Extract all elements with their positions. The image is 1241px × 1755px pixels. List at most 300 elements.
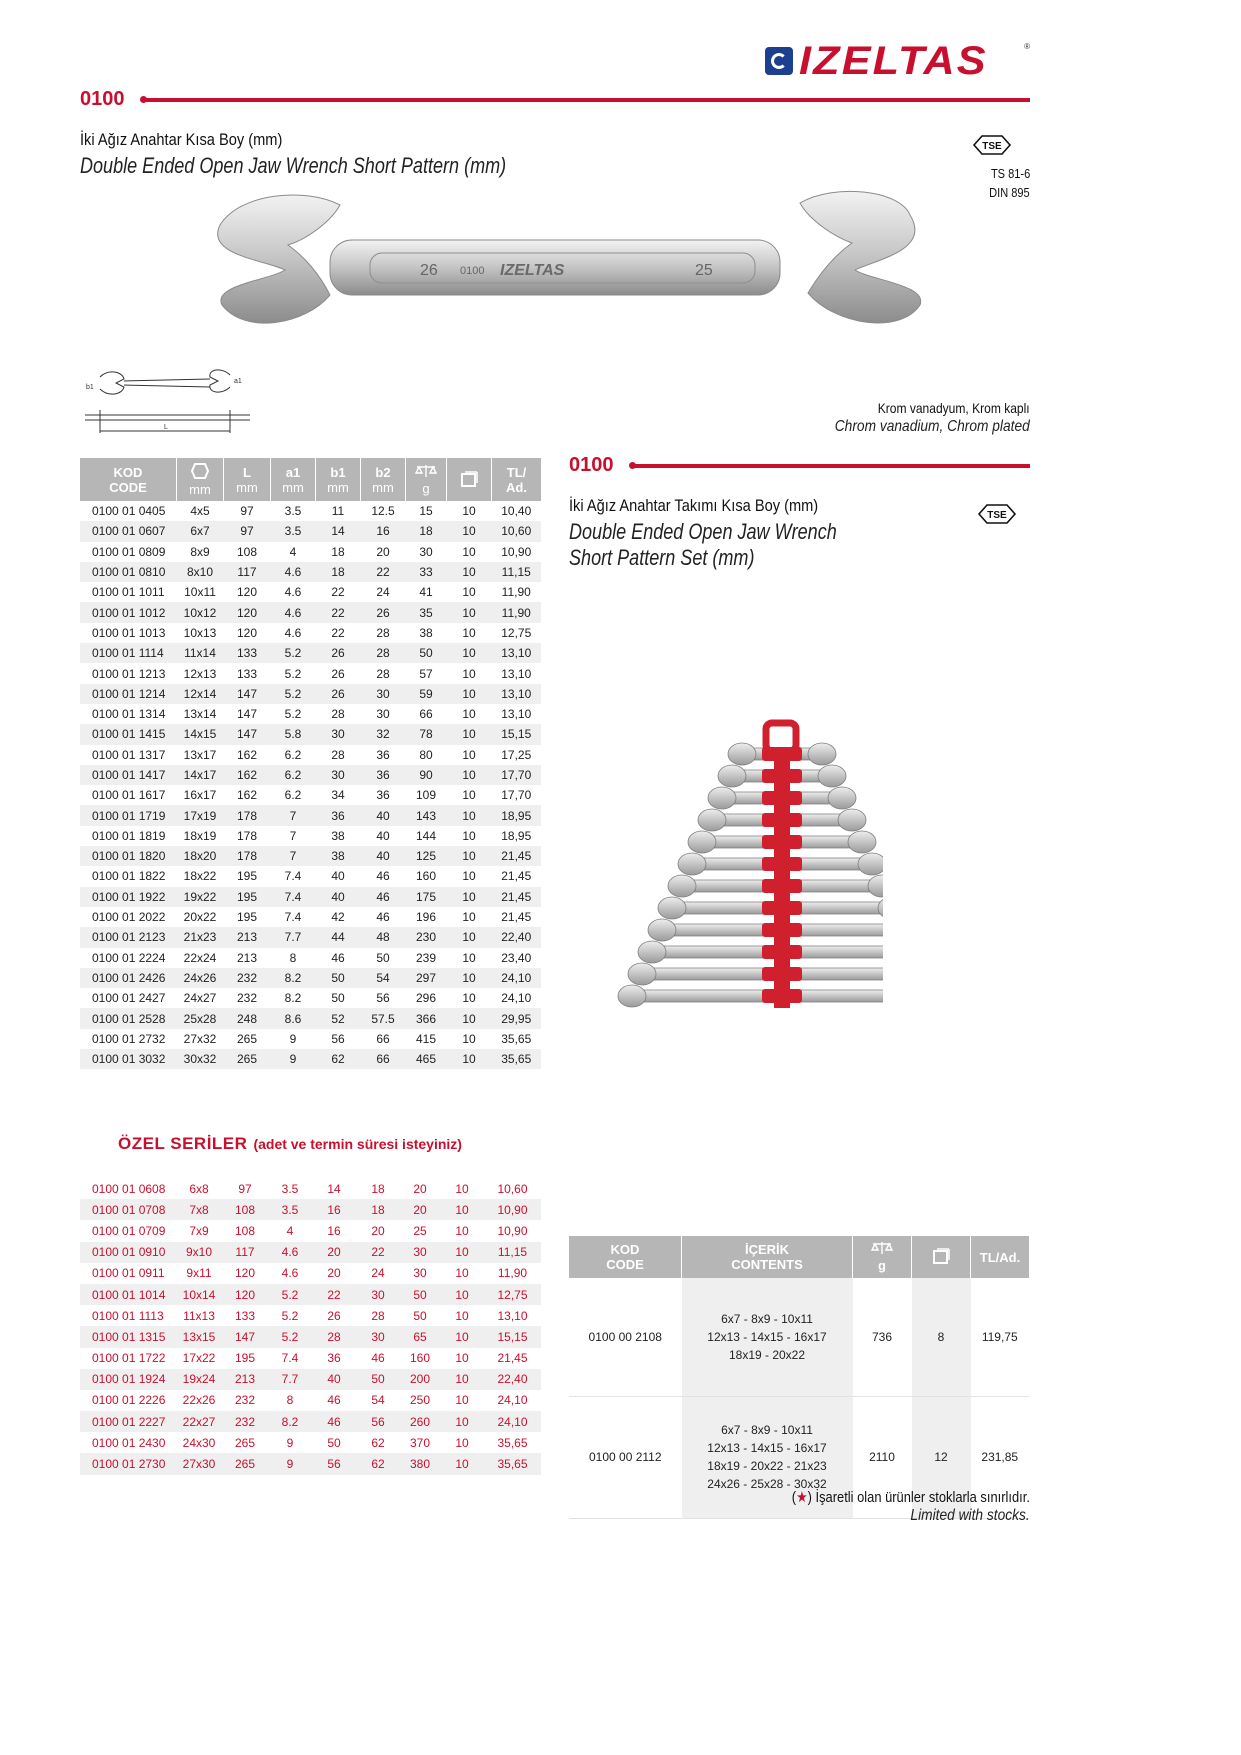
table-cell: 56 [376,991,390,1006]
table-cell: 415 [415,1031,437,1046]
table-cell: 10 [455,1435,469,1450]
table-cell: 10,60 [497,1181,528,1196]
table-cell: 18,95 [501,828,532,843]
spec-table-body [80,501,541,1069]
table-cell: 16 [361,521,406,541]
table-cell: 0100 01 0910 [80,1242,176,1263]
table-row [80,826,541,846]
table-cell: 5.2 [281,1308,299,1323]
set-wrench-head [848,831,876,853]
table-cell: 232 [236,991,258,1006]
table-cell: 0100 01 1014 [80,1284,176,1305]
table-cell: 36 [376,747,390,762]
section1-rule [146,98,1030,102]
table-cell: 13,10 [492,684,542,704]
table-cell: 0100 01 1819 [92,828,166,843]
table-cell: 10 [455,1181,469,1196]
svg-text:25: 25 [695,262,713,279]
table-cell: 21x23 [177,927,224,947]
table-cell: 30 [356,1284,400,1305]
table-cell: 40 [312,1369,356,1390]
table-cell: 11,15 [492,562,542,582]
table-cell: 147 [224,724,271,744]
contents-line: 18x19 - 20x22 - 21x23 [707,1459,827,1473]
table-row [80,1453,541,1474]
col-header-code: KOD CODE [80,458,177,501]
table-row [80,1220,541,1241]
table-cell: 6.2 [271,765,316,785]
table-cell: 35 [406,602,447,622]
table-cell: 143 [406,805,447,825]
table-cell: 27x32 [183,1031,217,1046]
set-wrench-head [638,941,666,963]
set-code-cell: 0100 00 2112 [569,1396,682,1518]
table-cell: 13,10 [492,643,542,663]
table-cell: 24 [371,1266,385,1281]
table-cell: 59 [406,684,447,704]
table-cell: 10 [440,1199,484,1220]
table-cell: 195 [224,887,271,907]
table-row [80,846,541,866]
table-row [80,1305,541,1326]
table-cell: 21,45 [492,846,542,866]
table-cell: 162 [224,765,271,785]
table-row [80,765,541,785]
tse-certification-icon [977,503,1017,525]
table-cell: 7 [271,805,316,825]
table-cell: 9x10 [176,1242,222,1263]
table-row [80,542,541,562]
table-row [80,684,541,704]
set-qty-cell: 12 [912,1396,971,1518]
table-cell: 50 [356,1369,400,1390]
table-cell: 10 [440,1369,484,1390]
set-table-body [569,1278,1029,1518]
set-wrench-shape [632,990,883,1002]
table-cell: 11 [331,504,345,519]
table-cell: 232 [224,968,271,988]
table-cell: 160 [415,869,437,884]
table-cell: 213 [236,950,258,965]
table-cell: 10 [462,910,476,925]
set-qty-cell: 8 [912,1278,971,1396]
table-cell: 30 [413,1266,427,1281]
table-row [80,785,541,805]
table-cell: 12x13 [183,666,217,681]
table-cell: 36 [376,788,390,803]
table-cell: 24 [376,585,390,600]
table-cell: 5.2 [268,1326,312,1347]
table-cell: 38 [316,846,361,866]
set-wrench-head [818,765,846,787]
table-row [80,1049,541,1069]
table-cell: 28 [371,1308,385,1323]
table-cell: 4.6 [284,625,302,640]
table-cell: 0100 01 0405 [92,504,166,519]
table-cell: 133 [236,666,258,681]
table-cell: 54 [371,1393,385,1408]
table-cell: 10 [447,846,492,866]
table-cell: 62 [371,1435,385,1450]
table-cell: 80 [419,747,433,762]
table-cell: 40 [361,805,406,825]
table-cell: 30 [316,765,361,785]
table-cell: 26 [327,1308,341,1323]
table-cell: 35,65 [497,1435,528,1450]
table-cell: 380 [400,1453,440,1474]
table-cell: 10x13 [183,625,217,640]
table-cell: 10 [447,1049,492,1069]
table-cell: 0100 01 1315 [80,1326,176,1347]
table-row [80,866,541,886]
table-cell: 10,40 [501,504,532,519]
table-cell: 50 [406,643,447,663]
spec-table-header-row [80,458,541,501]
table-cell: 36 [327,1351,341,1366]
table-cell: 5.2 [284,666,302,681]
table-cell: 20x22 [183,910,217,925]
table-cell: 20 [400,1199,440,1220]
table-cell: 20 [371,1223,385,1238]
table-cell: 10 [462,504,476,519]
table-cell: 465 [406,1049,447,1069]
contents-line: 6x7 - 8x9 - 10x11 [721,1311,813,1326]
set-wrench-head [828,787,856,809]
table-row [80,521,541,541]
table-cell: 6.2 [284,788,302,803]
table-cell: 22,40 [484,1369,541,1390]
table-row [80,562,541,582]
table-cell: 144 [415,828,437,843]
table-cell: 3.5 [284,504,302,519]
table-row [80,1008,541,1028]
footnote-en: Limited with stocks. [910,1507,1030,1524]
table-cell: 97 [238,1181,252,1196]
table-cell: 248 [224,1008,271,1028]
section2-code: 0100 [569,454,614,476]
table-cell: 0100 01 1317 [92,747,166,762]
set-table-row [569,1278,1029,1396]
table-cell: 0100 01 2022 [92,910,166,925]
table-row [80,968,541,988]
table-cell: 7.4 [281,1351,299,1366]
table-cell: 13,10 [497,1308,528,1323]
table-cell: 265 [236,1031,258,1046]
set-wrench-head [728,743,756,765]
table-cell: 0100 01 2224 [92,950,166,965]
table-cell: 0100 01 1719 [80,805,177,825]
table-cell: 0100 01 1924 [80,1369,176,1390]
table-cell: 9 [271,1049,316,1069]
table-cell: 66 [419,707,433,722]
table-cell: 10 [462,544,476,559]
table-cell: 90 [406,765,447,785]
table-cell: 10,60 [492,521,542,541]
table-cell: 10 [447,562,492,582]
table-cell: 3.5 [271,521,316,541]
svg-text:26: 26 [420,262,438,279]
table-cell: 178 [224,846,271,866]
table-cell: 120 [224,602,271,622]
table-cell: 10 [447,1008,492,1028]
table-cell: 147 [236,707,258,722]
table-cell: 260 [400,1411,440,1432]
table-cell: 213 [224,927,271,947]
table-cell: 10 [447,887,492,907]
table-cell: 7.4 [271,887,316,907]
set-col-header-price: TL/Ad. [971,1236,1030,1278]
table-cell: 162 [236,747,258,762]
table-cell: 10 [462,1031,476,1046]
special-series-heading [118,1134,462,1154]
table-cell: 7.7 [271,927,316,947]
table-cell: 0100 01 1722 [92,1351,166,1366]
table-cell: 195 [234,1351,256,1366]
table-cell: 35,65 [492,1049,542,1069]
table-cell: 30x32 [177,1049,224,1069]
table-cell: 13x17 [183,747,217,762]
table-cell: 25 [413,1223,427,1238]
table-row [80,1369,541,1390]
table-cell: 10 [447,521,492,541]
table-cell: 54 [361,968,406,988]
section1-title-en: Double Ended Open Jaw Wrench Short Pattern (mm) [80,153,507,178]
table-cell: 50 [376,950,390,965]
table-row [80,501,541,521]
table-cell: 10 [455,1393,469,1408]
col-header-weight: g [406,458,447,501]
table-row [80,948,541,968]
table-cell: 28 [376,666,390,681]
set-wrench-head [618,985,646,1007]
table-cell: 4 [289,544,297,559]
table-cell: 232 [234,1393,256,1408]
contents-line: 12x13 - 14x15 - 16x17 [707,1329,827,1344]
table-cell: 26 [361,602,406,622]
table-cell: 32 [361,724,406,744]
table-cell: 50 [413,1308,427,1323]
table-row [80,1242,541,1263]
table-cell: 10 [455,1266,469,1281]
table-cell: 28 [331,747,345,762]
table-cell: 147 [224,684,271,704]
table-cell: 11x14 [177,643,224,663]
table-cell: 18 [371,1181,385,1196]
table-cell: 34 [331,788,345,803]
set-wrench-head [708,787,736,809]
table-cell: 5.8 [271,724,316,744]
section2-title-tr: İki Ağız Anahtar Takımı Kısa Boy (mm) [569,496,819,515]
table-cell: 0100 01 0810 [80,562,177,582]
table-cell: 24,10 [492,968,542,988]
star-icon: ★ [796,1489,808,1506]
table-cell: 22 [312,1284,356,1305]
table-row [80,805,541,825]
table-cell: 230 [406,927,447,947]
table-cell: 0100 01 0911 [92,1266,165,1281]
table-row [80,1263,541,1284]
table-row [80,663,541,683]
table-cell: 17,70 [492,765,542,785]
table-cell: 24x26 [177,968,224,988]
table-cell: 232 [222,1411,268,1432]
special-series-title: ÖZEL SERİLER [118,1134,248,1153]
table-cell: 22x27 [176,1411,222,1432]
table-cell: 250 [409,1393,431,1408]
table-cell: 108 [234,1223,256,1238]
table-cell: 117 [222,1242,268,1263]
table-cell: 28 [312,1326,356,1347]
table-cell: 0100 01 1214 [80,684,177,704]
table-cell: 10,90 [497,1223,528,1238]
table-cell: 0100 01 1822 [92,869,166,884]
table-cell: 10 [462,991,476,1006]
table-cell: 12,75 [484,1284,541,1305]
table-cell: 10 [455,1308,469,1323]
table-cell: 4.6 [284,585,302,600]
table-cell: 10 [462,869,476,884]
table-row [80,704,541,724]
material-en: Chrom vanadium, Chrom plated [834,418,1030,435]
table-cell: 42 [331,910,345,925]
set-col-header-code: KOD CODE [569,1236,682,1278]
table-cell: 38 [419,625,433,640]
table-cell: 4x5 [190,504,210,519]
table-cell: 15 [419,504,433,519]
table-cell: 12,75 [501,625,532,640]
contents-line: 18x19 - 20x22 [728,1347,806,1362]
table-cell: 296 [415,991,437,1006]
set-table-header-row [569,1236,1029,1278]
svg-text:L: L [164,424,168,431]
col-header-b2: b2 mm [361,458,406,501]
table-row [80,1411,541,1432]
table-cell: 18x22 [183,869,217,884]
table-cell: 18 [406,521,447,541]
table-row [80,927,541,947]
table-cell: 4 [286,1223,294,1238]
table-cell: 297 [406,968,447,988]
table-cell: 0100 01 1820 [80,846,177,866]
section1-title-tr: İki Ağız Anahtar Kısa Boy (mm) [80,130,283,149]
set-weight-cell: 2110 [853,1396,912,1518]
table-cell: 22 [361,562,406,582]
table-cell: 160 [409,1351,431,1366]
svg-text:b1: b1 [86,384,94,391]
table-cell: 22 [331,585,345,600]
table-cell: 0100 01 0708 [80,1199,176,1220]
box-icon [932,1248,950,1264]
table-cell: 0100 01 0809 [92,544,166,559]
table-cell: 0100 01 2430 [92,1435,166,1450]
tse-certification-icon [972,134,1012,156]
table-cell: 16 [312,1199,356,1220]
table-cell: 10 [462,950,476,965]
table-cell: 16 [327,1223,341,1238]
set-wrench-head [838,809,866,831]
table-cell: 175 [406,887,447,907]
table-cell: 0100 01 2528 [80,1008,177,1028]
material-tr: Krom vanadyum, Krom kaplı [878,400,1030,416]
table-cell: 15,15 [492,724,542,744]
table-cell: 0100 01 2730 [80,1453,176,1474]
technical-drawing [80,365,255,437]
table-cell: 18x19 [183,828,217,843]
table-cell: 78 [406,724,447,744]
table-cell: 3.5 [281,1181,299,1196]
table-cell: 10 [462,788,476,803]
table-cell: 56 [356,1411,400,1432]
col-header-size: mm [177,458,224,501]
table-cell: 120 [234,1266,256,1281]
table-cell: 13,10 [501,666,532,681]
table-cell: 36 [316,805,361,825]
table-cell: 57.5 [361,1008,406,1028]
table-cell: 4.6 [268,1242,312,1263]
table-cell: 44 [316,927,361,947]
table-cell: 0100 01 2226 [92,1393,166,1408]
special-series-table [80,1178,541,1475]
table-cell: 0100 01 1417 [80,765,177,785]
table-cell: 7.7 [268,1369,312,1390]
table-cell: 26 [316,643,361,663]
table-cell: 56 [312,1453,356,1474]
set-col-header-weight: g [853,1236,912,1278]
section1-code: 0100 [80,88,125,110]
table-cell: 30 [361,684,406,704]
table-cell: 41 [419,585,433,600]
table-cell: 265 [222,1453,268,1474]
col-header-pack [447,458,492,501]
table-cell: 10 [462,585,476,600]
table-cell: 21,45 [497,1351,528,1366]
table-cell: 17,25 [501,747,532,762]
table-cell: 200 [400,1369,440,1390]
standard-ts: TS 81-6 [990,166,1030,181]
table-cell: 22x26 [182,1393,216,1408]
table-cell: 46 [371,1351,385,1366]
set-contents-cell [682,1278,853,1396]
table-cell: 13,10 [501,707,532,722]
set-code-cell: 0100 00 2108 [569,1278,682,1396]
table-cell: 40 [331,869,345,884]
set-price-cell: 231,85 [971,1396,1030,1518]
table-cell: 46 [331,950,345,965]
table-cell: 14x17 [177,765,224,785]
table-cell: 10 [455,1223,469,1238]
table-cell: 97 [224,521,271,541]
table-row [80,1178,541,1199]
table-row [80,988,541,1008]
table-row [80,1390,541,1411]
set-wrench-head [668,875,696,897]
table-cell: 109 [415,788,437,803]
table-cell: 0100 01 1113 [92,1308,164,1323]
table-cell: 18x20 [177,846,224,866]
table-cell: 56 [331,1031,345,1046]
contents-line: 24x26 - 25x28 - 30x32 [707,1477,827,1491]
table-cell: 8.2 [284,991,302,1006]
table-cell: 11,90 [497,1266,528,1281]
table-cell: 10,90 [501,544,532,559]
table-cell: 265 [224,1049,271,1069]
table-cell: 65 [400,1326,440,1347]
table-cell: 22 [331,625,345,640]
col-header-price: TL/ Ad. [492,458,542,501]
set-wrench-head [808,743,836,765]
table-cell: 0100 01 2732 [92,1031,166,1046]
table-cell: 8x9 [190,544,210,559]
